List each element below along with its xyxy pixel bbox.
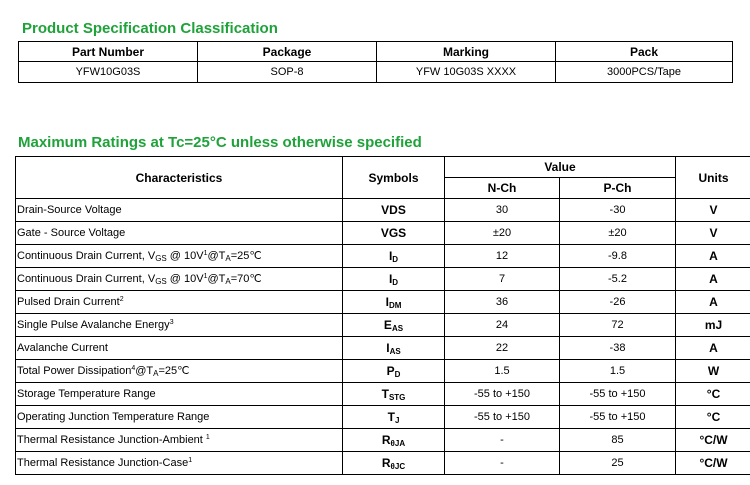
marking-cell: YFW 10G03S XXXX	[377, 62, 556, 83]
spec-data-row	[19, 62, 733, 83]
characteristic-text: 3	[169, 319, 174, 326]
symbol-subscript: θJC	[390, 461, 406, 471]
nch-value-cell: -55 to +150	[445, 383, 560, 406]
header-nch: N-Ch	[445, 178, 560, 199]
characteristic-text: @T	[207, 273, 226, 285]
unit-cell: °C/W	[676, 452, 750, 475]
symbol-cell	[343, 291, 445, 314]
table-row	[16, 452, 750, 475]
characteristic-text: 2	[119, 296, 124, 303]
symbol-cell	[343, 222, 445, 245]
characteristic-text: @T	[135, 365, 154, 377]
table-row	[16, 291, 750, 314]
symbol-cell	[343, 199, 445, 222]
symbol-cell	[343, 383, 445, 406]
characteristic-cell	[16, 314, 343, 337]
header-part-number: Part Number	[19, 42, 198, 62]
part-number-cell: YFW10G03S	[19, 62, 198, 83]
unit-cell: V	[676, 199, 750, 222]
symbol-subscript: AS	[389, 346, 401, 356]
characteristic-cell	[16, 337, 343, 360]
unit-cell: V	[676, 222, 750, 245]
symbol-subscript: AS	[391, 323, 404, 333]
table-row	[16, 314, 750, 337]
pch-value-cell: -55 to +150	[560, 383, 676, 406]
characteristic-text: Avalanche Current	[17, 342, 108, 354]
characteristic-text: 1	[203, 273, 208, 280]
characteristic-text: Drain-Source Voltage	[17, 204, 122, 216]
symbol-cell	[343, 406, 445, 429]
header-characteristics: Characteristics	[16, 157, 343, 199]
header-marking: Marking	[377, 42, 556, 62]
table-row	[16, 360, 750, 383]
characteristic-text: =25℃	[230, 250, 262, 262]
table-row	[16, 268, 750, 291]
symbol-subscript: J	[394, 415, 400, 425]
characteristic-cell	[16, 429, 343, 452]
table-row	[16, 383, 750, 406]
characteristic-text: Operating Junction Temperature Range	[17, 411, 210, 423]
spec-table	[18, 41, 733, 83]
symbol-subscript: θJA	[390, 438, 406, 448]
unit-cell: °C/W	[676, 429, 750, 452]
package-cell: SOP-8	[198, 62, 377, 83]
nch-value-cell: -55 to +150	[445, 406, 560, 429]
nch-value-cell: 12	[445, 245, 560, 268]
table-row	[16, 245, 750, 268]
nch-value-cell: -	[445, 452, 560, 475]
pch-value-cell: -38	[560, 337, 676, 360]
characteristic-text: 1	[203, 250, 208, 257]
characteristic-cell	[16, 291, 343, 314]
characteristic-text: Thermal Resistance Junction-Ambient	[17, 434, 206, 446]
ratings-table	[15, 156, 750, 475]
pch-value-cell: -9.8	[560, 245, 676, 268]
ratings-header-row-1	[16, 157, 750, 178]
nch-value-cell: -	[445, 429, 560, 452]
symbol-text: T	[387, 409, 395, 424]
unit-cell: A	[676, 291, 750, 314]
characteristic-text: Pulsed Drain Current	[17, 296, 120, 308]
characteristic-text: @T	[207, 250, 226, 262]
unit-cell: W	[676, 360, 750, 383]
unit-cell: °C	[676, 383, 750, 406]
characteristic-cell	[16, 383, 343, 406]
symbol-text: I	[388, 271, 393, 286]
nch-value-cell: 1.5	[445, 360, 560, 383]
characteristic-text: Total Power Dissipation	[17, 365, 132, 377]
characteristic-text: Storage Temperature Range	[17, 388, 156, 400]
pch-value-cell: -26	[560, 291, 676, 314]
symbol-text: E	[383, 317, 392, 332]
characteristic-text: GS	[155, 277, 167, 286]
characteristic-text: Single Pulse Avalanche Energy	[17, 319, 170, 331]
spec-title: Product Specification Classification	[22, 20, 278, 37]
pack-cell: 3000PCS/Tape	[556, 62, 733, 83]
header-pack: Pack	[556, 42, 733, 62]
characteristic-text: Thermal Resistance Junction-Case	[17, 457, 189, 469]
symbol-text: VGS	[380, 226, 407, 240]
header-value: Value	[445, 157, 676, 178]
symbol-subscript: STG	[388, 392, 406, 402]
symbol-cell	[343, 268, 445, 291]
nch-value-cell: 30	[445, 199, 560, 222]
characteristic-text: @ 10V	[166, 250, 204, 262]
symbol-cell	[343, 452, 445, 475]
symbol-subscript: D	[394, 369, 401, 379]
symbol-text: T	[381, 386, 389, 401]
symbol-subscript: DM	[388, 300, 402, 310]
characteristic-cell	[16, 360, 343, 383]
symbol-cell	[343, 429, 445, 452]
characteristic-cell	[16, 268, 343, 291]
characteristic-cell	[16, 222, 343, 245]
pch-value-cell: -55 to +150	[560, 406, 676, 429]
ratings-title: Maximum Ratings at Tc=25°C unless otherwise specified	[18, 134, 422, 151]
symbol-subscript: D	[392, 254, 399, 264]
characteristic-text: 1	[205, 434, 210, 441]
unit-cell: A	[676, 245, 750, 268]
symbol-cell	[343, 360, 445, 383]
pch-value-cell: 1.5	[560, 360, 676, 383]
spec-header-row	[19, 42, 733, 62]
header-units: Units	[676, 157, 750, 199]
characteristic-text: GS	[155, 254, 167, 263]
table-row	[16, 337, 750, 360]
characteristic-cell	[16, 452, 343, 475]
characteristic-text: A	[225, 254, 231, 263]
table-row	[16, 222, 750, 245]
characteristic-text: 4	[131, 365, 136, 372]
characteristic-text: =25℃	[158, 365, 190, 377]
characteristic-cell	[16, 245, 343, 268]
table-row	[16, 199, 750, 222]
symbol-text: R	[381, 432, 391, 447]
symbol-text: I	[385, 294, 389, 309]
unit-cell: °C	[676, 406, 750, 429]
symbol-text: VDS	[381, 203, 406, 217]
pch-value-cell: 25	[560, 452, 676, 475]
symbol-cell	[343, 245, 445, 268]
nch-value-cell: 24	[445, 314, 560, 337]
header-pch: P-Ch	[560, 178, 676, 199]
pch-value-cell: 72	[560, 314, 676, 337]
symbol-text: R	[381, 455, 391, 470]
characteristic-text: 1	[188, 457, 193, 464]
nch-value-cell: 22	[445, 337, 560, 360]
characteristic-cell	[16, 406, 343, 429]
symbol-text: I	[388, 248, 393, 263]
nch-value-cell: ±20	[445, 222, 560, 245]
nch-value-cell: 36	[445, 291, 560, 314]
unit-cell: mJ	[676, 314, 750, 337]
characteristic-text: A	[153, 369, 159, 378]
table-row	[16, 406, 750, 429]
nch-value-cell: 7	[445, 268, 560, 291]
unit-cell: A	[676, 337, 750, 360]
symbol-cell	[343, 314, 445, 337]
pch-value-cell: -30	[560, 199, 676, 222]
characteristic-text: Continuous Drain Current, V	[17, 273, 156, 285]
characteristic-text: A	[225, 277, 231, 286]
symbol-text: P	[386, 363, 395, 378]
unit-cell: A	[676, 268, 750, 291]
pch-value-cell: -5.2	[560, 268, 676, 291]
pch-value-cell: 85	[560, 429, 676, 452]
characteristic-text: @ 10V	[166, 273, 204, 285]
table-row	[16, 429, 750, 452]
characteristic-text: Continuous Drain Current, V	[17, 250, 156, 262]
pch-value-cell: ±20	[560, 222, 676, 245]
header-package: Package	[198, 42, 377, 62]
symbol-subscript: D	[392, 277, 399, 287]
symbol-cell	[343, 337, 445, 360]
characteristic-text: =70℃	[230, 273, 262, 285]
header-symbols: Symbols	[343, 157, 445, 199]
characteristic-text: Gate - Source Voltage	[17, 227, 126, 239]
characteristic-cell	[16, 199, 343, 222]
symbol-text: I	[386, 340, 390, 355]
